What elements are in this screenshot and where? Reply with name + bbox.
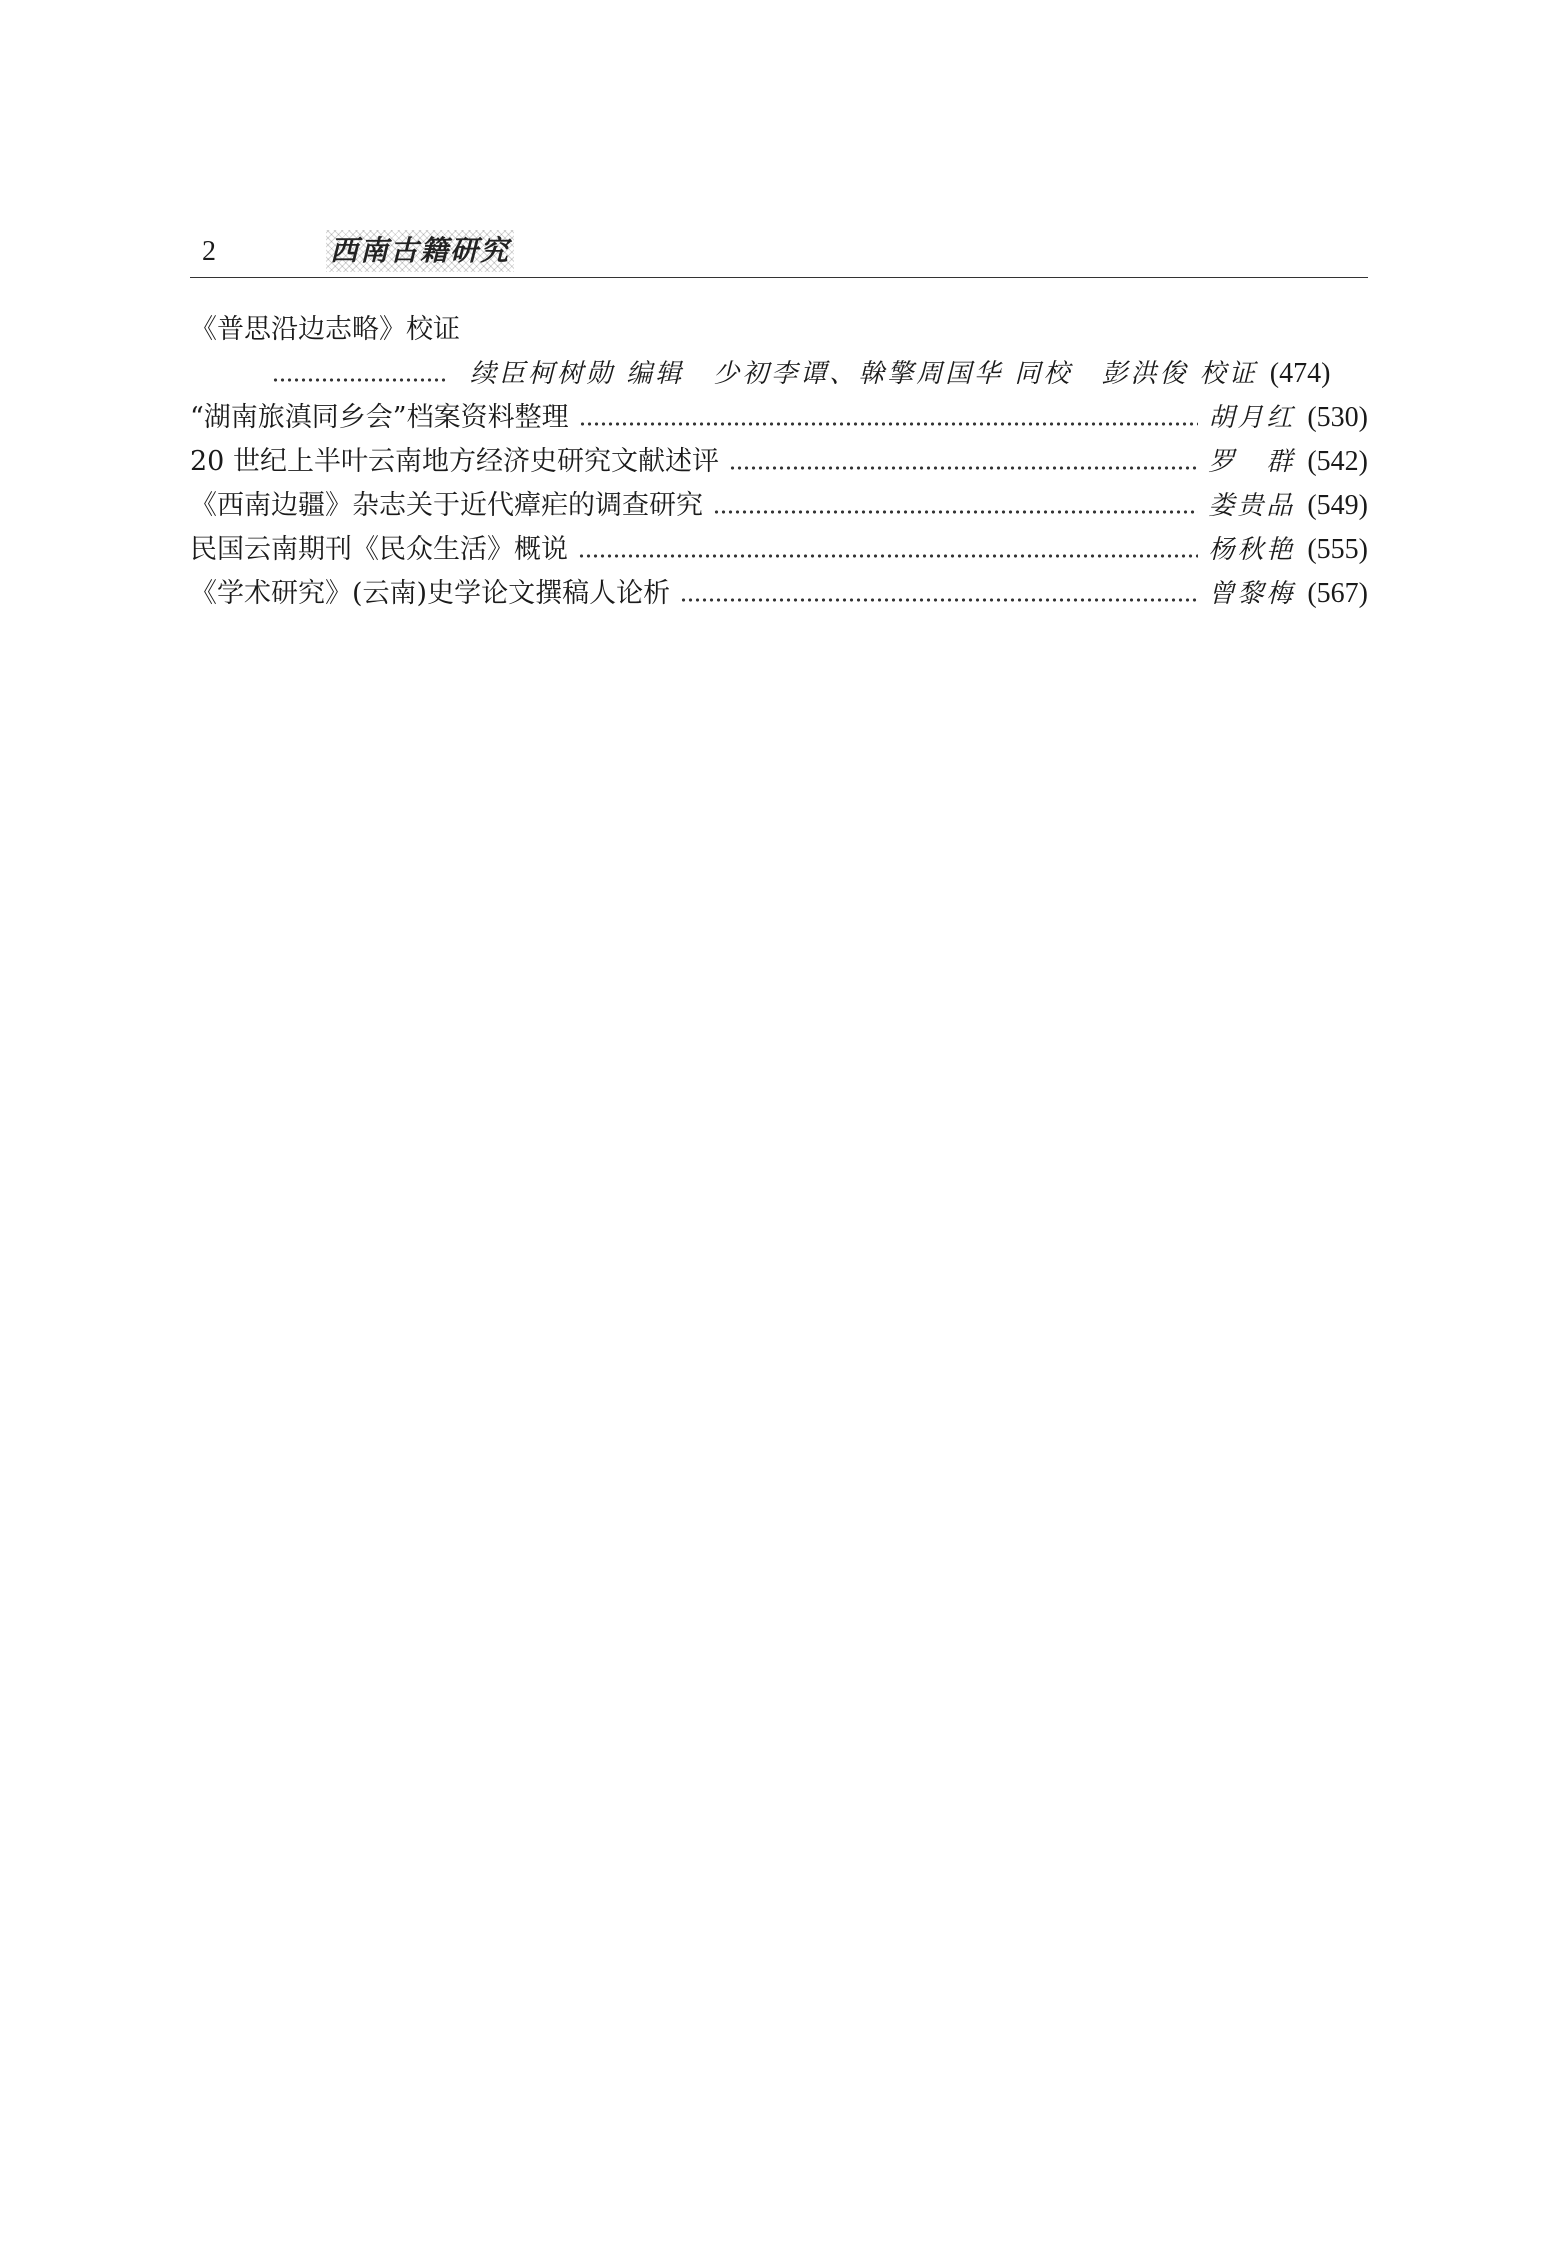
entry-title: “湖南旅滇同乡会”档案资料整理: [190, 402, 569, 433]
entry-page-number: (549): [1307, 490, 1368, 521]
dot-leader: [713, 510, 1198, 514]
toc-entry[interactable]: [190, 572, 1368, 616]
entry-page-number: (567): [1307, 578, 1368, 609]
entry-author: 胡月红: [1208, 403, 1296, 433]
entry-author: 续臣柯树勋 编辑 少初李谭、榦擎周国华 同校 彭洪俊 校证: [470, 359, 1258, 389]
entry-title: 20 世纪上半叶云南地方经济史研究文献述评: [190, 446, 719, 477]
entry-page-number: (530): [1307, 402, 1368, 433]
entry-author: 杨秋艳: [1208, 535, 1296, 565]
entry-title: 民国云南期刊《民众生活》概说: [190, 534, 568, 565]
entry-title: 《西南边疆》杂志关于近代瘴疟的调查研究: [190, 490, 703, 521]
toc-entry[interactable]: [190, 440, 1368, 484]
page-header: [190, 226, 1368, 278]
toc-entry[interactable]: [190, 308, 1368, 352]
entry-page-number: (555): [1307, 534, 1368, 565]
dot-leader: [578, 554, 1198, 558]
dot-leader: [579, 422, 1199, 426]
entry-author: 曾黎梅: [1208, 579, 1296, 609]
dot-leader: [680, 598, 1198, 602]
toc-entry[interactable]: [190, 396, 1368, 440]
entry-title: 《学术研究》(云南)史学论文撰稿人论析: [190, 578, 671, 609]
toc-entry[interactable]: [190, 528, 1368, 572]
entry-title: 《普思沿边志略》校证: [190, 314, 460, 345]
table-of-contents: [190, 308, 1368, 616]
dot-leader: [272, 378, 448, 382]
page-number: 2: [202, 236, 216, 267]
toc-entry[interactable]: [190, 484, 1368, 528]
dot-leader: [729, 466, 1198, 470]
entry-page-number: (474): [1269, 358, 1331, 389]
entry-author: 罗 群: [1208, 447, 1296, 477]
journal-title: 西南古籍研究: [326, 230, 514, 272]
header-rule: [190, 277, 1368, 278]
entry-page-number: (542): [1307, 446, 1368, 477]
toc-entry-continuation[interactable]: [190, 352, 1368, 396]
entry-author: 娄贵品: [1208, 491, 1296, 521]
